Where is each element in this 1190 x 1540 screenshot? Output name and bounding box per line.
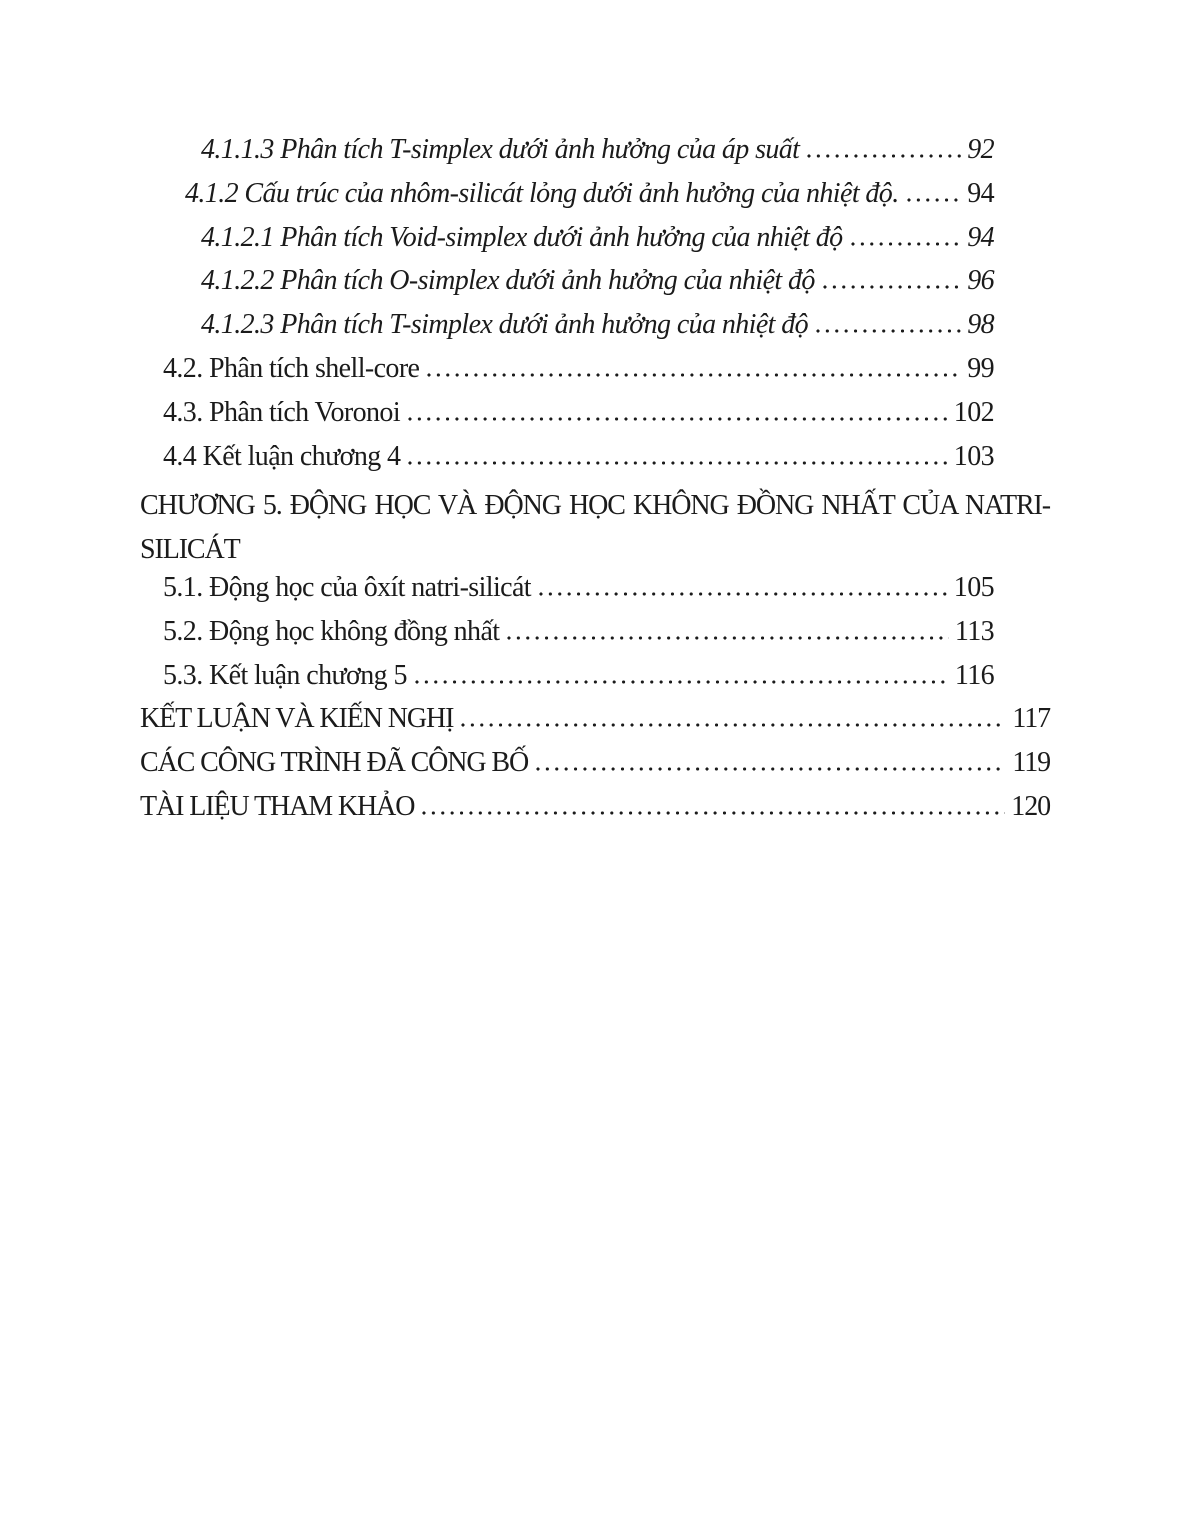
toc-page-number: 98 [967, 309, 994, 341]
toc-entry-label: 5.1. Động học của ôxít natri-silicát [163, 571, 531, 603]
toc-entry [140, 703, 1050, 747]
toc-entry [140, 660, 1050, 704]
dot-leader [536, 767, 1006, 771]
toc-entry-label: KẾT LUẬN VÀ KIẾN NGHỊ [140, 703, 454, 735]
dot-leader [427, 373, 961, 377]
dot-leader [907, 198, 962, 202]
dot-leader [816, 329, 961, 333]
dot-leader [539, 592, 948, 596]
toc-entry [140, 791, 1050, 835]
toc-entry [140, 309, 1050, 353]
dot-leader [851, 242, 962, 246]
toc-entry-label: TÀI LIỆU THAM KHẢO [140, 790, 415, 822]
toc-page-number: 102 [953, 396, 994, 428]
toc-page-number: 120 [1011, 790, 1050, 822]
toc-entry [140, 178, 1050, 222]
toc-entry [140, 572, 1050, 616]
toc-entry-label: 4.2. Phân tích shell-core [163, 352, 420, 384]
table-of-contents [140, 134, 1050, 835]
toc-page-number: 99 [967, 352, 994, 384]
toc-page-number: 92 [967, 134, 994, 165]
dot-leader [823, 285, 961, 289]
dot-leader [461, 723, 1006, 727]
toc-page-number: 116 [954, 659, 994, 691]
toc-page-number: 113 [954, 615, 994, 647]
toc-entry [140, 134, 1050, 178]
toc-page-number: 103 [953, 440, 994, 472]
dot-leader [422, 811, 1005, 815]
toc-entry-label: 5.3. Kết luận chương 5 [163, 659, 407, 691]
toc-entry [140, 616, 1050, 660]
dot-leader [507, 636, 948, 640]
toc-page-number: 119 [1012, 747, 1050, 779]
dot-leader [807, 154, 961, 158]
toc-entry [140, 747, 1050, 791]
toc-entry-label: CÁC CÔNG TRÌNH ĐÃ CÔNG BỐ [140, 747, 529, 779]
toc-page-number: 94 [967, 221, 994, 253]
chapter-heading-continued: SILICÁT [140, 534, 240, 566]
toc-page-number: 117 [1012, 703, 1050, 735]
toc-entry-label: 4.4 Kết luận chương 4 [163, 440, 401, 472]
dot-leader [415, 680, 949, 684]
toc-entry [140, 222, 1050, 266]
toc-page-number: 94 [967, 177, 994, 209]
toc-entry [140, 441, 1050, 485]
toc-entry [140, 397, 1050, 441]
toc-entry [140, 353, 1050, 397]
toc-page-number: 96 [967, 265, 994, 297]
dot-leader [408, 461, 947, 465]
toc-entry-label: 4.1.2.1 Phân tích Void-simplex dưới ảnh hưởng của nhiệt độ [201, 221, 843, 253]
toc-entry [140, 265, 1050, 309]
chapter-heading: CHƯƠNG 5. ĐỘNG HỌC VÀ ĐỘNG HỌC KHÔNG ĐỒNG NHẤT CỦA NATRI- [140, 490, 1050, 522]
toc-entry-label: 4.1.2 Cấu trúc của nhôm-silicát lỏng dưới ảnh hưởng của nhiệt độ. [185, 177, 899, 209]
toc-entry-label: 4.1.2.3 Phân tích T-simplex dưới ảnh hưởng của nhiệt độ [201, 309, 809, 341]
toc-entry-label: 4.3. Phân tích Voronoi [163, 396, 400, 428]
dot-leader [408, 417, 948, 421]
toc-entry-label: 4.1.2.2 Phân tích O-simplex dưới ảnh hưởng của nhiệt độ [201, 265, 815, 297]
toc-page-number: 105 [953, 571, 994, 603]
toc-entry-label: 4.1.1.3 Phân tích T-simplex dưới ảnh hưởng của áp suất [201, 134, 800, 165]
toc-entry-label: 5.2. Động học không đồng nhất [163, 615, 500, 647]
